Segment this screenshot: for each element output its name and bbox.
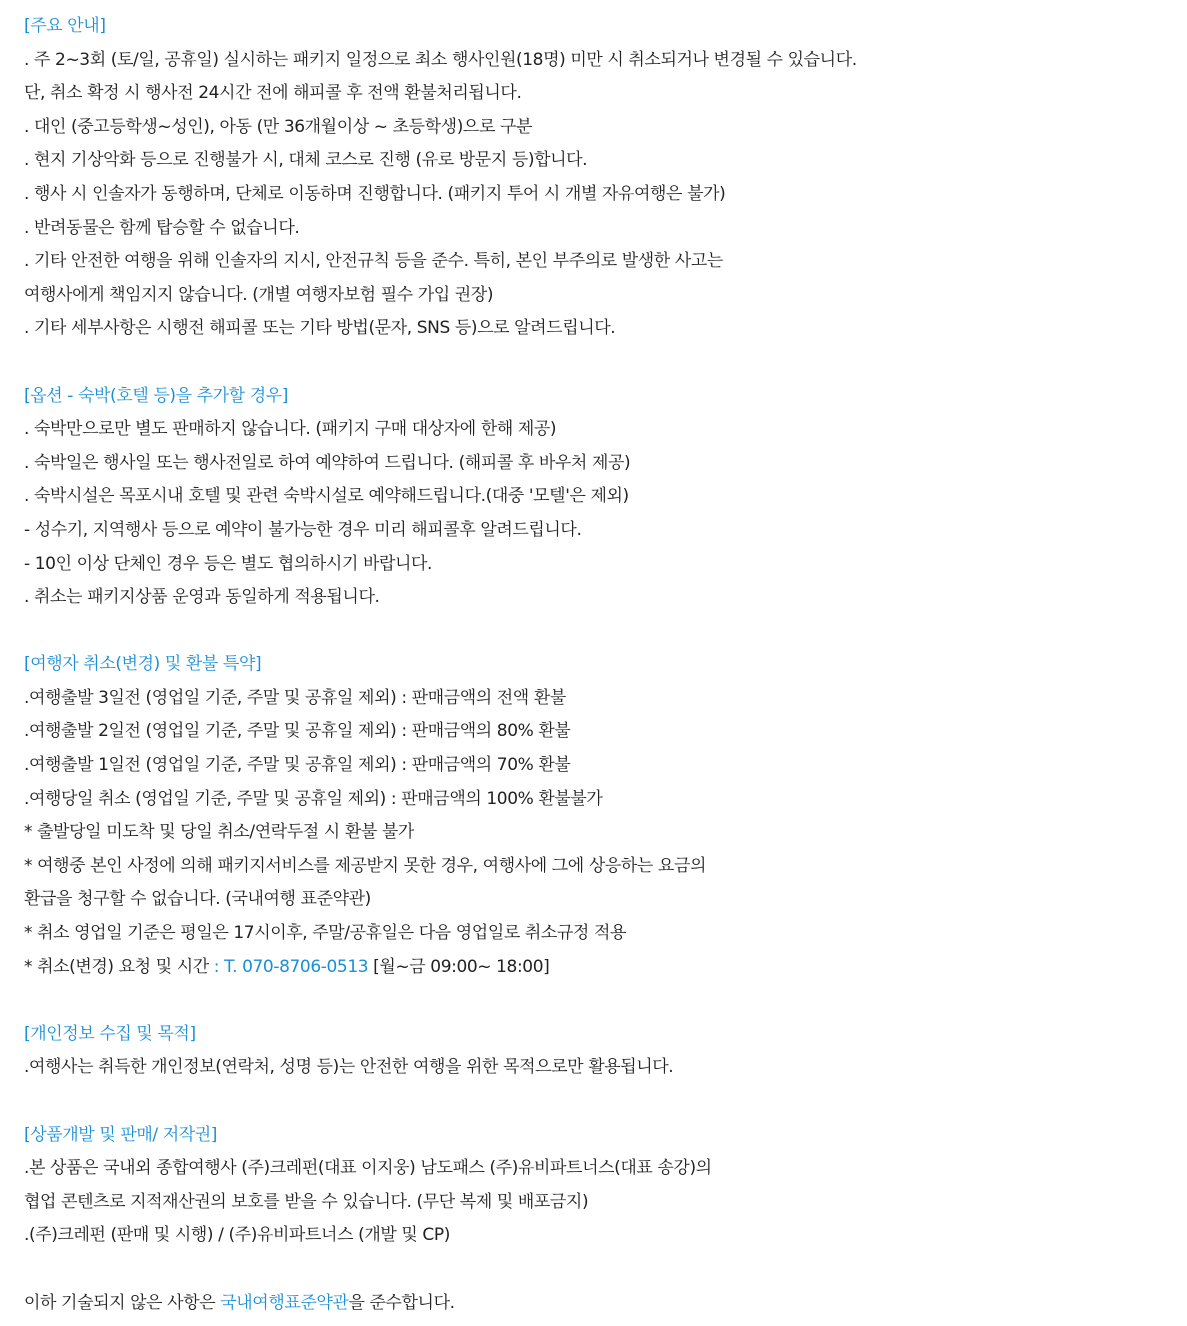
notice-line: . 숙박시설은 목포시내 호텔 및 관련 숙박시설로 예약해드립니다.(대중 '모텔'은 제외)	[24, 486, 629, 507]
spacer	[24, 984, 1174, 1018]
section-heading-copyright: [상품개발 및 판매/ 저작권]	[24, 1124, 218, 1145]
section-heading-privacy: [개인정보 수집 및 목적]	[24, 1023, 196, 1044]
spacer	[24, 346, 1174, 380]
notice-line: .여행출발 1일전 (영업일 기준, 주말 및 공휴일 제외) : 판매금액의 70% 환불	[24, 755, 571, 776]
section-heading-lodging-option: [옵션 - 숙박(호텔 등)을 추가할 경우]	[24, 385, 288, 406]
standard-terms-link[interactable]: 국내여행표준약관	[220, 1292, 349, 1313]
notice-line: . 기타 세부사항은 시행전 해피콜 또는 기타 방법(문자, SNS 등)으로 알려드립니다.	[24, 318, 616, 339]
notice-line: - 성수기, 지역행사 등으로 예약이 불가능한 경우 미리 해피콜후 알려드립니다.	[24, 519, 582, 540]
notice-line: * 여행중 본인 사정에 의해 패키지서비스를 제공받지 못한 경우, 여행사에 그에 상응하는 요금의	[24, 855, 706, 876]
contact-phone: : T. 070-8706-0513	[213, 956, 369, 977]
notice-line: . 숙박만으로만 별도 판매하지 않습니다. (패키지 구매 대상자에 한해 제공)	[24, 419, 557, 440]
contact-line	[24, 951, 1174, 985]
notice-document	[24, 10, 1174, 1320]
notice-line: . 숙박일은 행사일 또는 행사전일로 하여 예약하여 드립니다. (해피콜 후 바우처 제공)	[24, 452, 631, 473]
footer-prefix: 이하 기술되지 않은 사항은	[24, 1292, 221, 1313]
section-heading-main-notice: [주요 안내]	[24, 16, 106, 36]
notice-line: . 현지 기상악화 등으로 진행불가 시, 대체 코스로 진행 (유로 방문지 등)합니다.	[24, 150, 588, 171]
notice-line: 단, 취소 확정 시 행사전 24시간 전에 해피콜 후 전액 환불처리됩니다.	[24, 83, 522, 104]
contact-hours: [월~금 09:00~ 18:00]	[368, 956, 550, 977]
section-heading-refund-policy: [여행자 취소(변경) 및 환불 특약]	[24, 654, 262, 675]
footer-line	[24, 1287, 1174, 1321]
notice-line: .본 상품은 국내외 종합여행사 (주)크레펀(대표 이지웅) 남도패스 (주)유비파트너스(대표 송강)의	[24, 1158, 712, 1179]
notice-line: - 10인 이상 단체인 경우 등은 별도 협의하시기 바랍니다.	[24, 553, 433, 574]
notice-line: * 출발당일 미도착 및 당일 취소/연락두절 시 환불 불가	[24, 822, 414, 843]
notice-line: . 주 2~3회 (토/일, 공휴일) 실시하는 패키지 일정으로 최소 행사인원(18명) 미만 시 취소되거나 변경될 수 있습니다.	[24, 49, 857, 70]
spacer	[24, 615, 1174, 649]
notice-line: . 취소는 패키지상품 운영과 동일하게 적용됩니다.	[24, 587, 380, 608]
spacer	[24, 1253, 1174, 1287]
notice-line: 협업 콘텐츠로 지적재산권의 보호를 받을 수 있습니다. (무단 복제 및 배포금지)	[24, 1191, 589, 1212]
notice-line: * 취소 영업일 기준은 평일은 17시이후, 주말/공휴일은 다음 영업일로 취소규정 적용	[24, 923, 627, 944]
contact-prefix: * 취소(변경) 요청 및 시간	[24, 956, 214, 977]
notice-line: .여행당일 취소 (영업일 기준, 주말 및 공휴일 제외) : 판매금액의 100% 환불불가	[24, 788, 603, 809]
notice-line: .여행출발 2일전 (영업일 기준, 주말 및 공휴일 제외) : 판매금액의 80% 환불	[24, 721, 571, 742]
notice-line: . 행사 시 인솔자가 동행하며, 단체로 이동하며 진행합니다. (패키지 투어 시 개별 자유여행은 불가)	[24, 183, 726, 204]
notice-line: . 기타 안전한 여행을 위해 인솔자의 지시, 안전규칙 등을 준수. 특히, 본인 부주의로 발생한 사고는	[24, 251, 723, 272]
footer-suffix: 을 준수합니다.	[348, 1292, 455, 1313]
notice-line: .여행사는 취득한 개인정보(연락처, 성명 등)는 안전한 여행을 위한 목적으로만 활용됩니다.	[24, 1057, 674, 1078]
notice-line: .여행출발 3일전 (영업일 기준, 주말 및 공휴일 제외) : 판매금액의 전액 환불	[24, 687, 566, 708]
notice-line: 환급을 청구할 수 없습니다. (국내여행 표준약관)	[24, 889, 371, 910]
notice-line: 여행사에게 책임지지 않습니다. (개별 여행자보험 필수 가입 권장)	[24, 284, 494, 305]
notice-line: . 반려동물은 함께 탑승할 수 없습니다.	[24, 217, 300, 238]
notice-line: .(주)크레펀 (판매 및 시행) / (주)유비파트너스 (개발 및 CP)	[24, 1225, 450, 1246]
spacer	[24, 1085, 1174, 1119]
notice-line: . 대인 (중고등학생~성인), 아동 (만 36개월이상 ~ 초등학생)으로 구분	[24, 116, 533, 137]
